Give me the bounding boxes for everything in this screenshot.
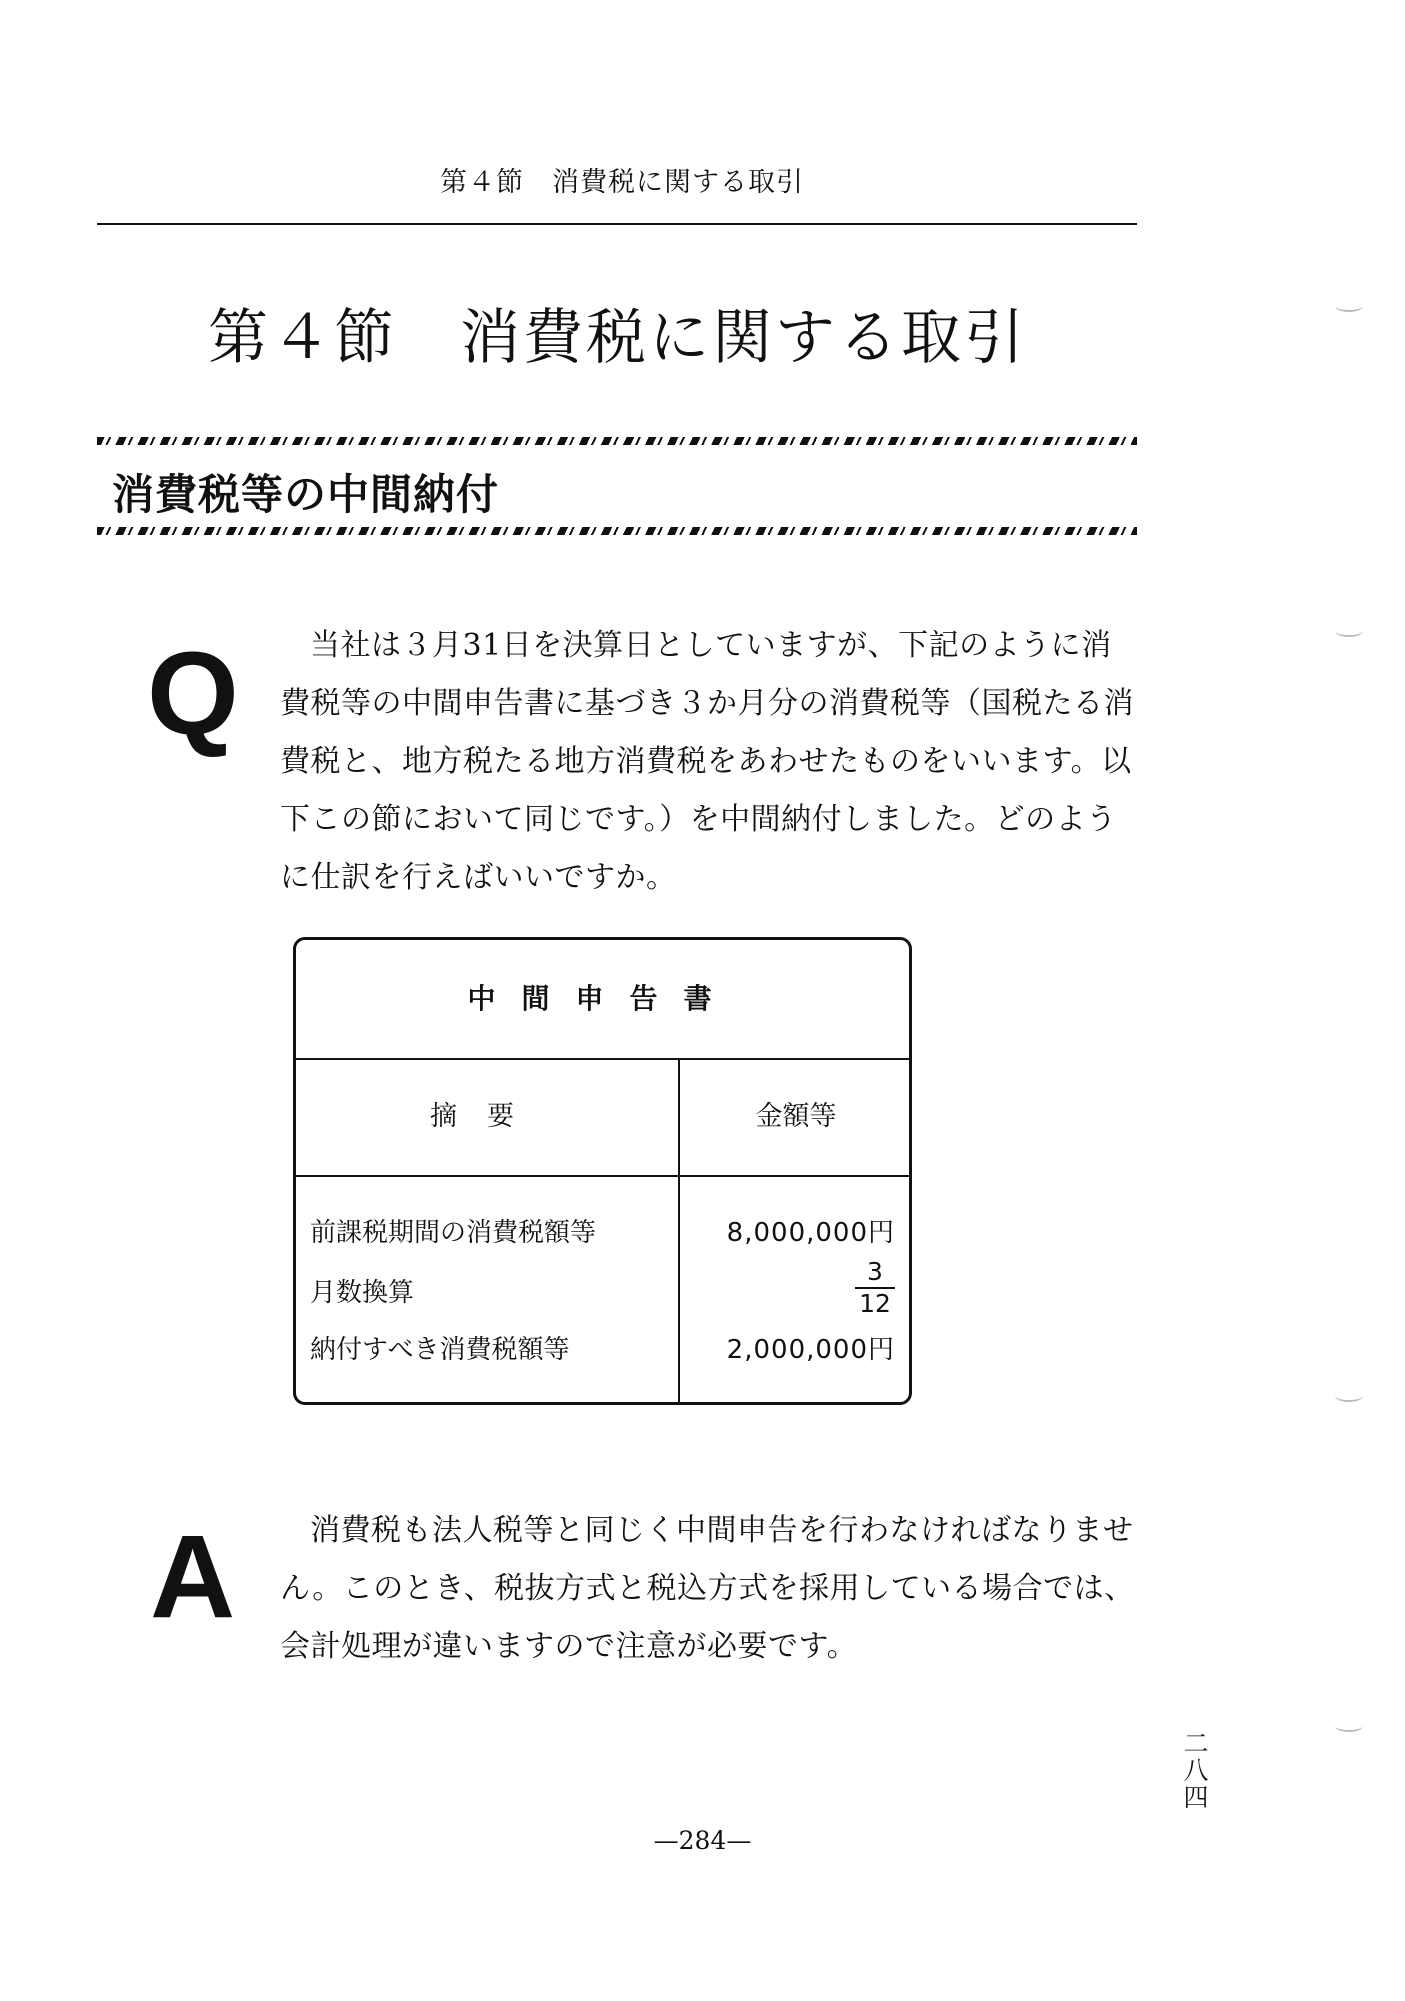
page-number: —284— bbox=[653, 1826, 752, 1855]
chapter-title: 第４節 消費税に関する取引 bbox=[208, 303, 1027, 373]
vertical-page-number: 二八四 bbox=[1183, 1729, 1209, 1812]
answer-text: 消費税も法人税等と同じく中間申告を行わなければなりません。このとき、税抜方式と税込方式を採用している場合では、会計処理が違いますので注意が必要です。 bbox=[280, 1513, 1135, 1664]
month-fraction bbox=[855, 1257, 895, 1319]
question-marker: Q bbox=[147, 628, 239, 760]
form-row-value: 8,000,000円 bbox=[726, 1218, 895, 1248]
fraction-denominator: 12 bbox=[859, 1289, 891, 1318]
running-head: 第４節 消費税に関する取引 bbox=[440, 167, 804, 198]
answer-marker: A bbox=[150, 1511, 236, 1643]
form-row-value: 2,000,000円 bbox=[726, 1335, 895, 1365]
form-row-label: 前課税期間の消費税額等 bbox=[310, 1218, 597, 1248]
form-row-label: 納付すべき消費税額等 bbox=[310, 1335, 570, 1365]
form-header-rule bbox=[296, 1175, 909, 1177]
form-row-label: 月数換算 bbox=[310, 1278, 415, 1308]
section-top-rule bbox=[97, 437, 1137, 445]
edge-mark bbox=[1335, 1720, 1363, 1732]
header-rule bbox=[97, 223, 1137, 225]
edge-mark bbox=[1335, 1390, 1363, 1402]
form-header-description: 摘要 bbox=[430, 1101, 544, 1132]
edge-mark bbox=[1335, 300, 1363, 312]
edge-mark bbox=[1335, 625, 1363, 637]
question-text: 当社は３月31日を決算日としていますが、下記のように消費税等の中間申告書に基づき３か月分の消費税等（国税たる消費税と、地方税たる地方消費税をあわせたものをいいます。以下この節において同じです。）を中間納付しました。どのように仕訳を行えばいいですか。 bbox=[280, 628, 1134, 895]
form-title: 中間申告書 bbox=[296, 940, 909, 1060]
section-title: 消費税等の中間納付 bbox=[112, 470, 500, 519]
interim-return-form bbox=[293, 937, 912, 1405]
section-bottom-rule bbox=[97, 527, 1137, 535]
fraction-numerator: 3 bbox=[855, 1257, 895, 1289]
form-header-amount: 金額等 bbox=[755, 1101, 837, 1132]
